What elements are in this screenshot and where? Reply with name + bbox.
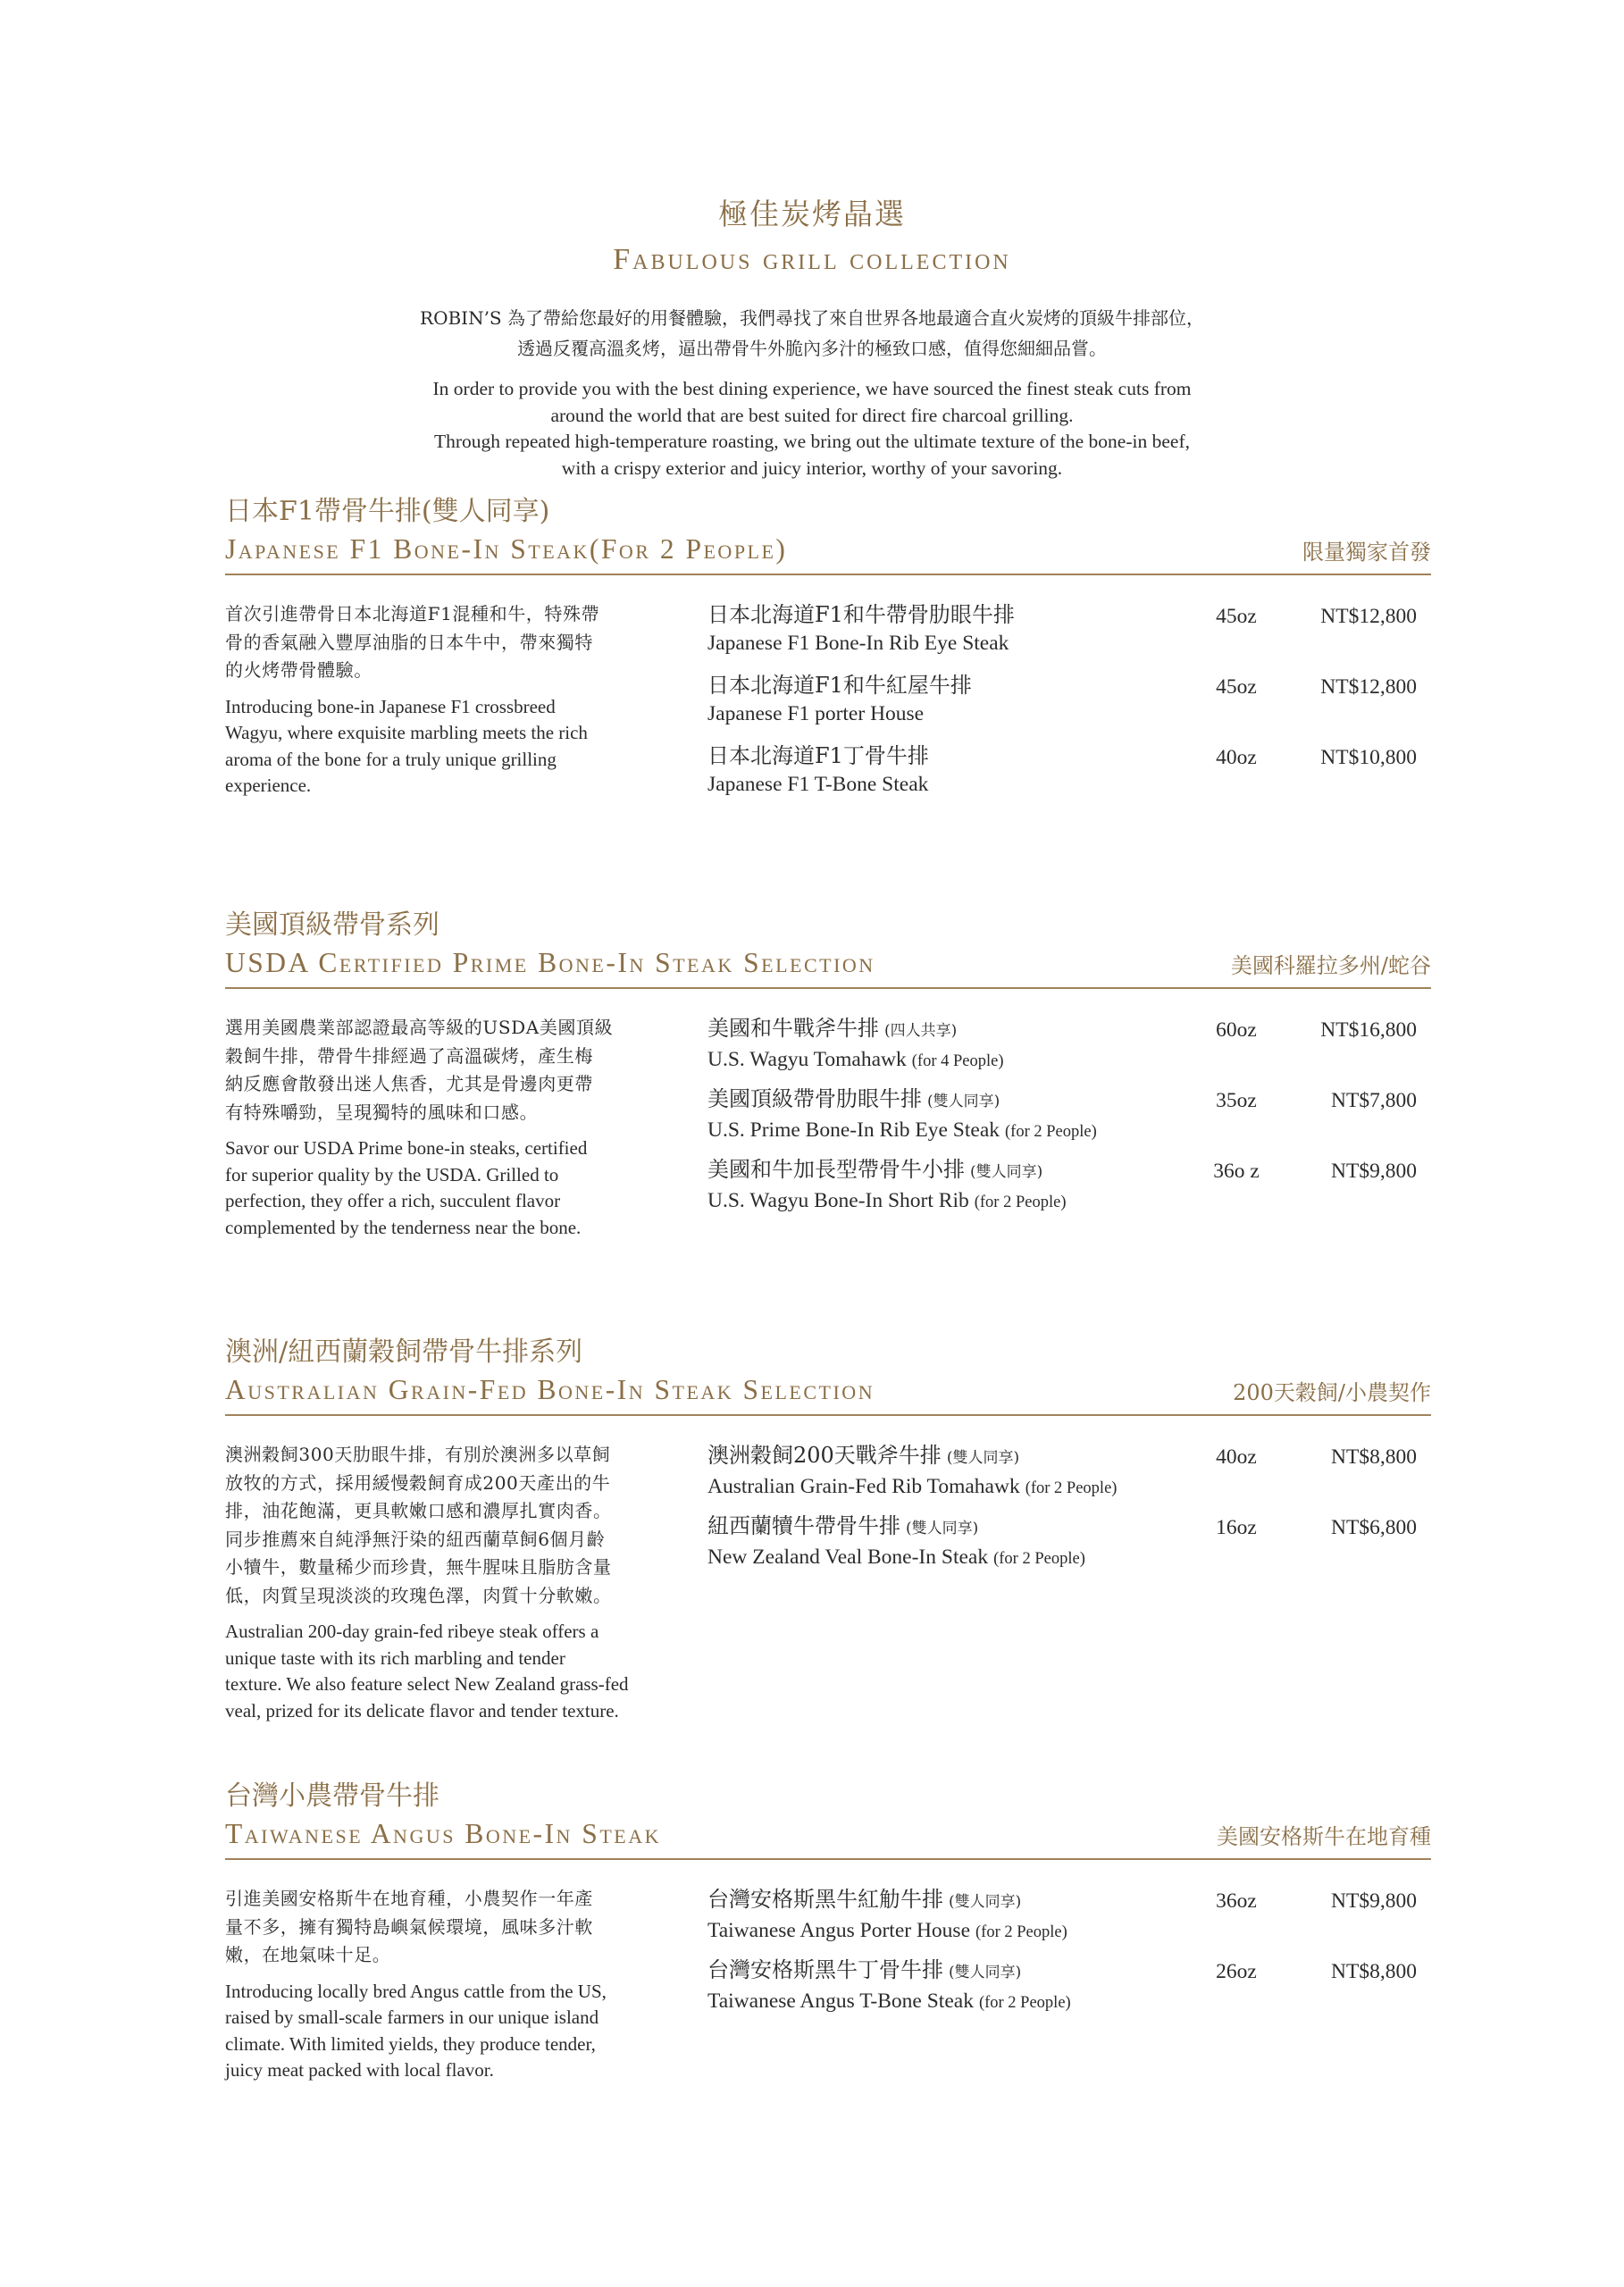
- item-serving-note-zh: (雙人同享): [906, 1520, 979, 1537]
- section-tag: 美國安格斯牛在地育種: [1217, 1824, 1431, 1849]
- desc-zh-line: 放牧的方式，採用緩慢穀飼育成200天產出的牛: [225, 1471, 611, 1494]
- page-title-en: Fabulous grill collection: [613, 243, 1011, 276]
- desc-zh-line: 有特殊嚼勁，呈現獨特的風味和口感。: [225, 1101, 539, 1123]
- section-title-zh: 美國頂級帶骨系列: [225, 909, 439, 941]
- item-name-zh: [707, 1085, 1431, 1116]
- menu-item: [707, 1085, 1431, 1155]
- intro-zh-line: 透過反覆高溫炙烤，逼出帶骨牛外脆內多汁的極致口感，值得您細細品嘗。: [517, 338, 1107, 359]
- item-weight: 36o z: [1213, 1160, 1260, 1183]
- desc-zh-line: 引進美國安格斯牛在地育種，小農契作一年產: [225, 1888, 593, 1909]
- section-tag: 200天穀飼/小農契作: [1233, 1380, 1431, 1405]
- section-title-en: USDA Certified Prime Bone-In Steak Selection: [225, 947, 875, 978]
- menu-item: [707, 741, 1431, 812]
- intro-en: [0, 376, 1624, 482]
- section-title-zh: 台灣小農帶骨牛排: [225, 1780, 439, 1812]
- desc-en-line: complemented by the tenderness near the bone.: [225, 1216, 582, 1238]
- desc-zh-line: 的火烤帶骨體驗。: [225, 659, 373, 681]
- item-name-en-text: U.S. Wagyu Tomahawk: [707, 1048, 907, 1071]
- item-name-zh-text: 台灣安格斯黑牛丁骨牛排: [707, 1957, 943, 1982]
- item-name-en: [707, 1045, 1431, 1076]
- menu-item-list: [707, 600, 1431, 812]
- menu-item: [707, 671, 1431, 741]
- menu-item: [707, 600, 1431, 671]
- page-title-zh: 極佳炭烤晶選: [718, 197, 906, 231]
- section-title-en: Japanese F1 Bone-In Steak(For 2 People): [225, 533, 788, 565]
- item-serving-note-en: (for 2 People): [974, 1194, 1067, 1211]
- intro-en-line: around the world that are best suited for direct fire charcoal grilling.: [550, 404, 1074, 426]
- section-taiwanese-angus: [225, 1778, 1431, 2081]
- item-name-zh-text: 紐西蘭犢牛帶骨牛排: [707, 1513, 900, 1538]
- section-divider: [225, 1414, 1431, 1416]
- desc-zh-line: 選用美國農業部認證最高等級的USDA美國頂級: [225, 1017, 614, 1038]
- section-description: [225, 600, 676, 800]
- item-serving-note-zh: (四人共享): [884, 1022, 958, 1040]
- desc-zh-line: 同步推薦來自純淨無汙染的紐西蘭草飼6個月齡: [225, 1528, 606, 1550]
- desc-en-line: raised by small-scale farmers in our unique island: [225, 2006, 599, 2028]
- desc-zh-line: 骨的香氣融入豐厚油脂的日本牛中，帶來獨特: [225, 631, 593, 653]
- item-price: NT$12,800: [1320, 605, 1417, 628]
- item-weight: 26oz: [1216, 1960, 1257, 1983]
- item-weight: 36oz: [1216, 1889, 1257, 1913]
- section-description: [225, 1014, 676, 1241]
- item-serving-note-en: (for 2 People): [1025, 1479, 1118, 1497]
- item-price: NT$8,800: [1331, 1960, 1417, 1983]
- item-serving-note-zh: (雙人同享): [927, 1093, 1000, 1110]
- desc-en-line: Introducing locally bred Angus cattle from the US,: [225, 1980, 607, 2002]
- item-price: NT$8,800: [1331, 1445, 1417, 1469]
- item-name-en-text: U.S. Prime Bone-In Rib Eye Steak: [707, 1118, 1000, 1142]
- item-name-zh-text: 美國頂級帶骨肋眼牛排: [707, 1086, 922, 1111]
- section-divider: [225, 574, 1431, 575]
- desc-en-line: Savor our USDA Prime bone-in steaks, certified: [225, 1137, 588, 1159]
- desc-zh-line: 低，肉質呈現淡淡的玫瑰色澤，肉質十分軟嫩。: [225, 1584, 612, 1606]
- menu-item: [707, 1885, 1431, 1956]
- item-weight: 40oz: [1216, 1445, 1257, 1469]
- menu-item: [707, 1155, 1431, 1226]
- menu-header: [0, 192, 1624, 482]
- item-price: NT$7,800: [1331, 1089, 1417, 1112]
- item-price: NT$12,800: [1320, 675, 1417, 699]
- item-price: NT$10,800: [1320, 746, 1417, 769]
- item-weight: 16oz: [1216, 1516, 1257, 1539]
- desc-en-line: texture. We also feature select New Zealand grass-fed: [225, 1673, 629, 1695]
- item-name-zh-text: 澳洲穀飼200天戰斧牛排: [707, 1443, 942, 1468]
- desc-zh-line: 嫩，在地氣味十足。: [225, 1944, 391, 1965]
- item-name-zh: [707, 1441, 1431, 1472]
- section-title-zh: 日本F1帶骨牛排(雙人同享): [225, 496, 550, 527]
- item-name-zh: [707, 1512, 1431, 1543]
- item-name-en-text: New Zealand Veal Bone-In Steak: [707, 1546, 989, 1569]
- item-weight: 40oz: [1216, 746, 1257, 769]
- item-name-en: [707, 1116, 1431, 1146]
- desc-zh-line: 澳洲穀飼300天肋眼牛排，有別於澳洲多以草飼: [225, 1444, 611, 1465]
- item-price: NT$9,800: [1331, 1889, 1417, 1913]
- desc-zh-line: 小犢牛，數量稀少而珍貴，無牛腥味且脂肪含量: [225, 1556, 612, 1578]
- desc-en-line: for superior quality by the USDA. Grilled to: [225, 1163, 559, 1185]
- item-serving-note-zh: (雙人同享): [949, 1893, 1022, 1911]
- item-serving-note-en: (for 2 People): [978, 1994, 1071, 2012]
- desc-en-line: perfection, they offer a rich, succulent flavor: [225, 1190, 561, 1211]
- section-divider: [225, 1858, 1431, 1860]
- item-serving-note-zh: (雙人同享): [946, 1449, 1020, 1467]
- item-weight: 45oz: [1216, 605, 1257, 628]
- desc-en-line: aroma of the bone for a truly unique grilling: [225, 748, 557, 770]
- item-name-en: [707, 1543, 1431, 1573]
- desc-zh-line: 量不多，擁有獨特島嶼氣候環境，風味多汁軟: [225, 1915, 593, 1938]
- item-name-zh: 日本北海道F1丁骨牛排: [707, 743, 929, 768]
- menu-item-list: [707, 1014, 1431, 1226]
- item-name-zh: [707, 1155, 1431, 1186]
- item-serving-note-zh: (雙人同享): [970, 1163, 1043, 1181]
- item-name-en-text: U.S. Wagyu Bone-In Short Rib: [707, 1189, 969, 1212]
- item-serving-note-en: (for 2 People): [1005, 1123, 1097, 1141]
- desc-en-line: climate. With limited yields, they produce tender,: [225, 2032, 596, 2055]
- menu-item: [707, 1956, 1431, 2026]
- section-tag: 美國科羅拉多州/蛇谷: [1230, 953, 1431, 978]
- desc-en-line: Australian 200-day grain-fed ribeye steak offers a: [225, 1621, 599, 1642]
- item-serving-note-en: (for 2 People): [975, 1923, 1067, 1941]
- section-australian-grain-fed: [225, 1334, 1431, 1722]
- item-name-zh: 日本北海道F1和牛紅屋牛排: [707, 673, 972, 698]
- desc-zh-line: 納反應會散發出迷人焦香，尤其是骨邊肉更帶: [225, 1073, 593, 1094]
- item-name-en: Japanese F1 T-Bone Steak: [707, 773, 929, 796]
- desc-en-line: Introducing bone-in Japanese F1 crossbreed: [225, 695, 556, 717]
- desc-en-line: juicy meat packed with local flavor.: [225, 2059, 494, 2081]
- item-price: NT$16,800: [1320, 1018, 1417, 1042]
- item-serving-note-zh: (雙人同享): [949, 1964, 1022, 1981]
- item-name-zh: [707, 1885, 1431, 1916]
- item-name-en: [707, 1987, 1431, 2017]
- intro-zh: [0, 303, 1624, 364]
- item-name-zh-text: 美國和牛戰斧牛排: [707, 1016, 879, 1041]
- item-price: NT$9,800: [1331, 1160, 1417, 1183]
- item-weight: 45oz: [1216, 675, 1257, 699]
- section-description: [225, 1441, 676, 1724]
- section-japanese-f1: [225, 493, 1431, 796]
- menu-item-list: [707, 1885, 1431, 2026]
- intro-en-line: Through repeated high-temperature roasting, we bring out the ultimate texture of the bone-in beef,: [434, 431, 1190, 452]
- desc-en-line: veal, prized for its delicate flavor and tender texture.: [225, 1699, 619, 1722]
- section-title-en: Australian Grain-Fed Bone-In Steak Selection: [225, 1374, 875, 1405]
- item-name-en: [707, 1472, 1431, 1503]
- item-serving-note-en: (for 4 People): [911, 1052, 1004, 1070]
- item-serving-note-en: (for 2 People): [993, 1550, 1085, 1568]
- desc-zh-line: 首次引進帶骨日本北海道F1混種和牛，特殊帶: [225, 603, 600, 624]
- item-name-en-text: Australian Grain-Fed Rib Tomahawk: [707, 1475, 1020, 1498]
- item-name-zh-text: 台灣安格斯黑牛紅觔牛排: [707, 1887, 943, 1912]
- desc-zh-line: 排，油花飽滿，更具軟嫩口感和濃厚扎實肉香。: [225, 1500, 612, 1521]
- item-weight: 35oz: [1216, 1089, 1257, 1112]
- item-name-en-text: Taiwanese Angus Porter House: [707, 1919, 971, 1942]
- section-tag: 限量獨家首發: [1302, 540, 1431, 565]
- item-weight: 60oz: [1216, 1018, 1257, 1042]
- desc-zh-line: 穀飼牛排，帶骨牛排經過了高溫碳烤，產生梅: [225, 1044, 593, 1067]
- menu-item: [707, 1512, 1431, 1582]
- desc-en-line: Wagyu, where exquisite marbling meets the rich: [225, 722, 588, 743]
- item-name-en: Japanese F1 porter House: [707, 702, 925, 725]
- section-usda-prime: [225, 907, 1431, 1238]
- intro-en-line: with a crispy exterior and juicy interior, worthy of your savoring.: [561, 457, 1063, 479]
- intro-en-line: In order to provide you with the best dining experience, we have sourced the finest steak cuts from: [432, 378, 1192, 399]
- menu-item: [707, 1441, 1431, 1512]
- item-name-en: [707, 1916, 1431, 1947]
- item-name-zh: 日本北海道F1和牛帶骨肋眼牛排: [707, 602, 1015, 627]
- menu-item: [707, 1014, 1431, 1085]
- item-name-en: [707, 1186, 1431, 1217]
- item-name-en: Japanese F1 Bone-In Rib Eye Steak: [707, 632, 1009, 655]
- item-name-zh-text: 美國和牛加長型帶骨牛小排: [707, 1157, 965, 1182]
- section-title-zh: 澳洲/紐西蘭穀飼帶骨牛排系列: [225, 1336, 583, 1368]
- intro-zh-line: ROBIN’S 為了帶給您最好的用餐體驗，我們尋找了來自世界各地最適合直火炭烤的頂級牛排部位，: [420, 307, 1204, 329]
- item-name-en-text: Taiwanese Angus T-Bone Steak: [707, 1990, 974, 2013]
- desc-en-line: experience.: [225, 775, 312, 796]
- section-description: [225, 1885, 676, 2084]
- section-title-en: Taiwanese Angus Bone-In Steak: [225, 1818, 661, 1849]
- desc-en-line: unique taste with its rich marbling and tender: [225, 1646, 565, 1669]
- menu-item-list: [707, 1441, 1431, 1582]
- item-name-zh: [707, 1956, 1431, 1987]
- section-divider: [225, 987, 1431, 989]
- item-price: NT$6,800: [1331, 1516, 1417, 1539]
